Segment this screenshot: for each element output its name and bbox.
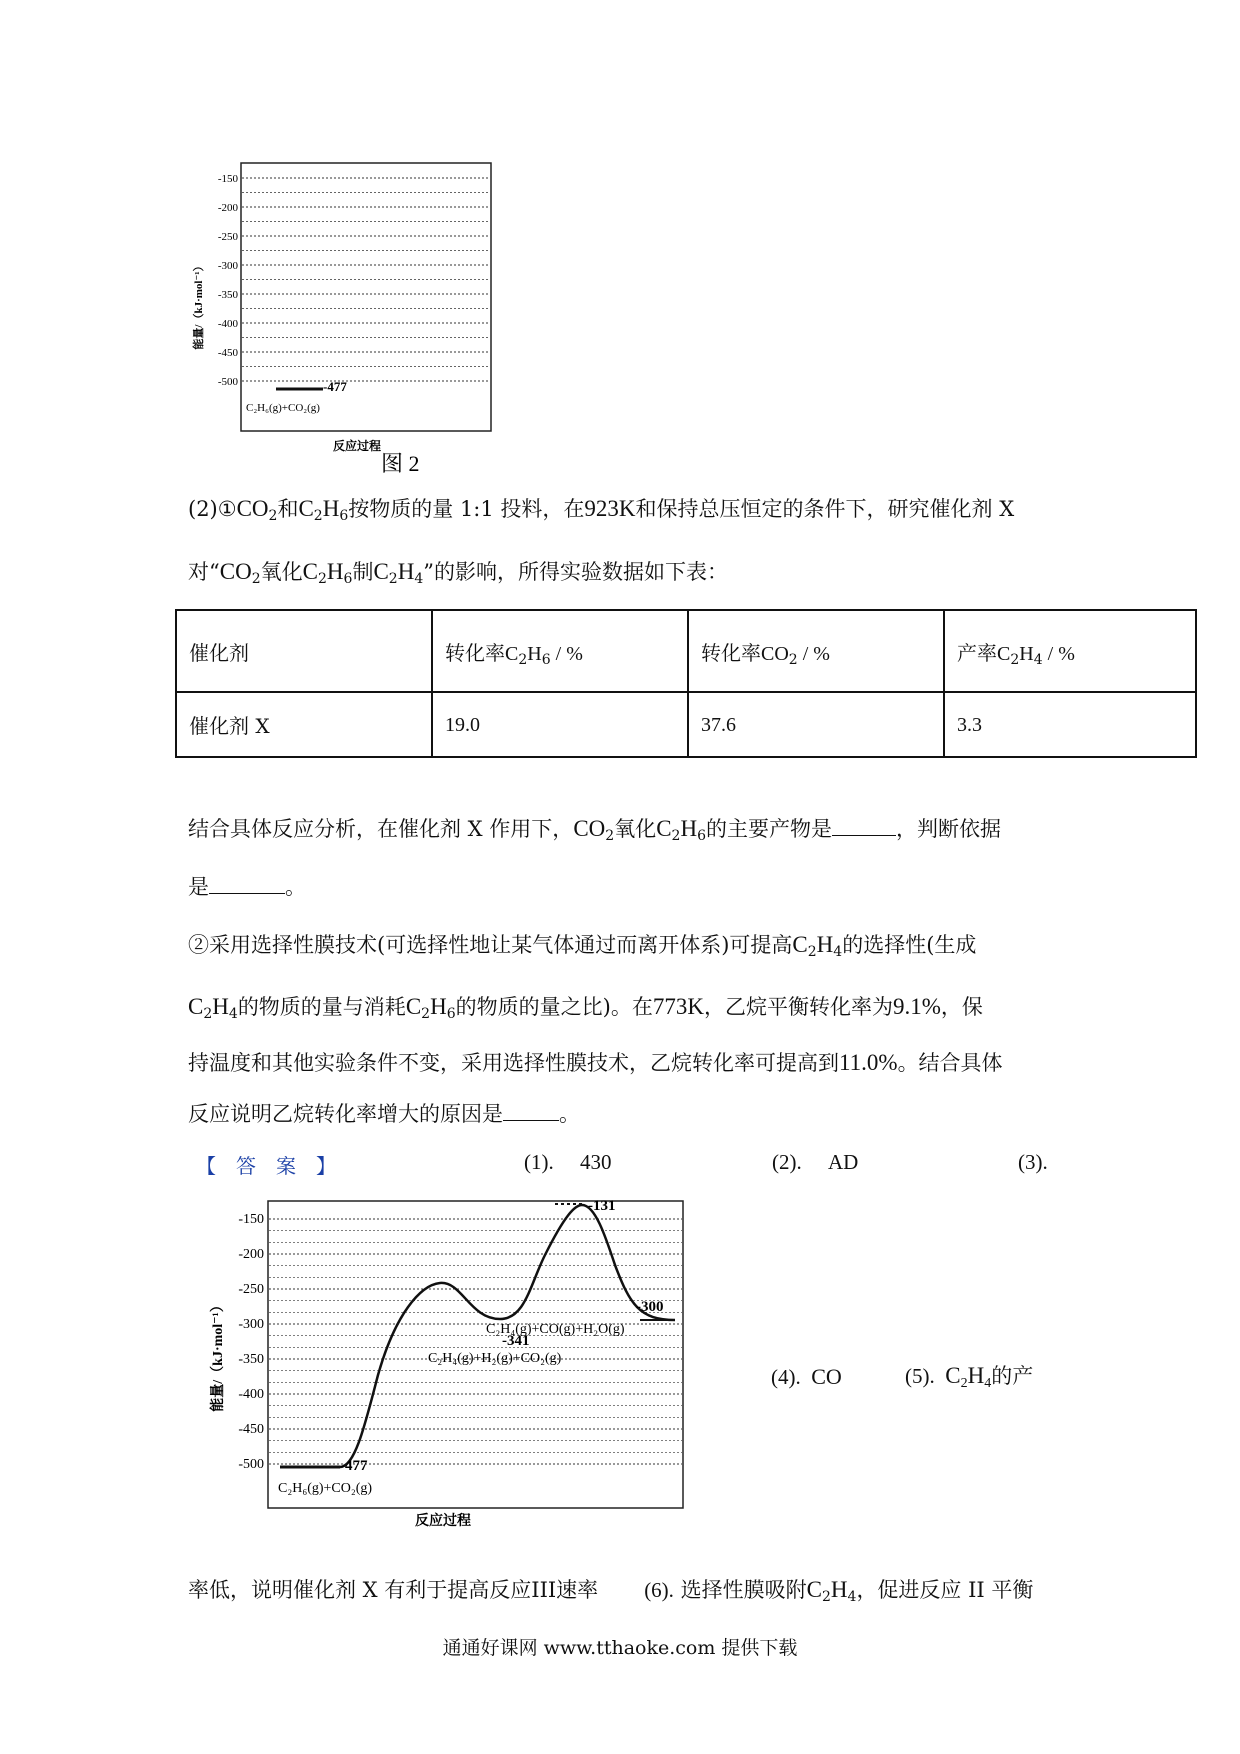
question-2-line-1: $(2)①CO_2$和$C_2H_6$按物质的量 1:1 投料，在923K和保持总压恒定的条件下，研究催化剂 X [188, 496, 1015, 524]
figure-2-tick-label: -450 [217, 347, 238, 359]
figure-2-frame [241, 163, 491, 431]
answer-energy-profile-chart [200, 1195, 700, 1530]
table-cell-co2-conversion: 37.6 [688, 692, 944, 757]
question-2-line-2: 对“$CO_2$氧化$C_2H_6$制$C_2H_4$”的影响，所得实验数据如下表： [188, 559, 728, 587]
answer-tag: 【 答 案 】 [196, 1154, 336, 1178]
answer-3-number: (3). [1018, 1150, 1048, 1174]
answer-1: (1). 430 [524, 1150, 612, 1174]
answer-5: (5). $C_2H_4$的产 [905, 1363, 1034, 1391]
table-header-c2h6-conversion: 转化率$C_2H_6$ / % [432, 610, 688, 692]
answer-chart-tick-label: -250 [238, 1282, 264, 1297]
answer-chart-tick-label: -350 [238, 1352, 264, 1367]
figure-2-level-label: -477 [323, 379, 347, 394]
figure-2-caption: 图 2 [381, 451, 420, 475]
figure-2-tick-label: -350 [217, 289, 238, 301]
answer-chart-xlabel: 反应过程 [415, 1514, 471, 1529]
question-2b-line-5: 持温度和其他实验条件不变，采用选择性膜技术，乙烷转化率可提高到11.0%。结合具体 [188, 1050, 1003, 1075]
catalyst-data-table [175, 609, 1197, 758]
answer-chart-gridlines [269, 1219, 682, 1464]
figure-2-gridlines [242, 178, 490, 381]
table-header-catalyst: 催化剂 [176, 610, 432, 692]
label-start: C₂H₆(g)+CO₂(g) [278, 1481, 373, 1496]
answer-2: (2). AD [772, 1150, 859, 1174]
figure-2-chart [180, 155, 510, 475]
answer-4: (4). CO [771, 1364, 842, 1389]
answer-chart-tick-label: -500 [238, 1457, 264, 1472]
table-header-co2-conversion: 转化率$CO_2$ / % [688, 610, 944, 692]
answer-chart-tick-label: -300 [238, 1317, 264, 1332]
table-cell-c2h6-conversion: 19.0 [432, 692, 688, 757]
answer-blank [503, 1102, 559, 1121]
figure-2-start-label: C₂H₆(g)+CO₂(g) [246, 402, 320, 414]
table-header-row [176, 610, 1196, 692]
figure-2-tick-label: -150 [217, 173, 238, 185]
answer-chart-tick-label: -400 [238, 1387, 264, 1402]
question-2b-line-6: 反应说明乙烷转化率增大的原因是 。 [188, 1102, 580, 1126]
table-cell-catalyst: 催化剂 X [176, 692, 432, 757]
figure-2-ylabel: 能量/（kJ·mol⁻¹） [193, 260, 205, 350]
table-header-c2h4-yield: 产率$C_2H_4$ / % [944, 610, 1196, 692]
answer-chart-tick-label: -200 [238, 1247, 264, 1262]
question-2b-line-4: $C_2H_4$的物质的量与消耗$C_2H_6$的物质的量之比)。在773K，乙烷平衡转化率为9.1%，保 [188, 994, 983, 1022]
figure-2-tick-label: -250 [217, 231, 238, 243]
answer-chart-tick-label: -150 [238, 1212, 264, 1227]
label-341: -341 [502, 1333, 530, 1349]
answer-chart-ylabel: 能量/（kJ·mol⁻¹） [211, 1298, 226, 1412]
label-300: -300 [636, 1299, 664, 1315]
answer-chart-tick-label: -450 [238, 1422, 264, 1437]
page-footer: 通通好课网 www.tthaoke.com 提供下载 [442, 1637, 798, 1659]
answer-chart-tick-labels [238, 1212, 264, 1472]
table-row [176, 692, 1196, 757]
figure-2-xlabel: 反应过程 [333, 439, 382, 453]
table-cell-c2h4-yield: 3.3 [944, 692, 1196, 757]
question-2b-line-1: 结合具体反应分析，在催化剂 X 作用下，$CO_2$氧化$C_2H_6$的主要产物是 ，判断依据 [188, 816, 1001, 844]
label-477: -477 [340, 1458, 368, 1474]
answer-blank [832, 817, 896, 836]
figure-2-tick-label: -500 [217, 376, 238, 388]
label-131: -131 [588, 1198, 616, 1214]
label-mid: C₂H₄(g)+H₂(g)+CO₂(g) [428, 1351, 562, 1366]
answer-last-line: 率低，说明催化剂 X 有利于提高反应III速率 (6). 选择性膜吸附$C_2H_4$，促进反应 II 平衡 [188, 1577, 1034, 1605]
figure-2-tick-label: -300 [217, 260, 238, 272]
label-end: C₂H₄(g)+CO(g)+H₂O(g) [486, 1322, 625, 1337]
figure-2-tick-label: -400 [217, 318, 238, 330]
figure-2-tick-labels [218, 173, 239, 388]
figure-2-tick-label: -200 [217, 202, 238, 214]
answer-blank [209, 875, 285, 894]
question-2b-line-2: 是 。 [188, 875, 306, 899]
question-2b-line-3: ②采用选择性膜技术(可选择性地让某气体通过而离开体系)可提高$C_2H_4$的选择性(生成 [188, 932, 977, 960]
